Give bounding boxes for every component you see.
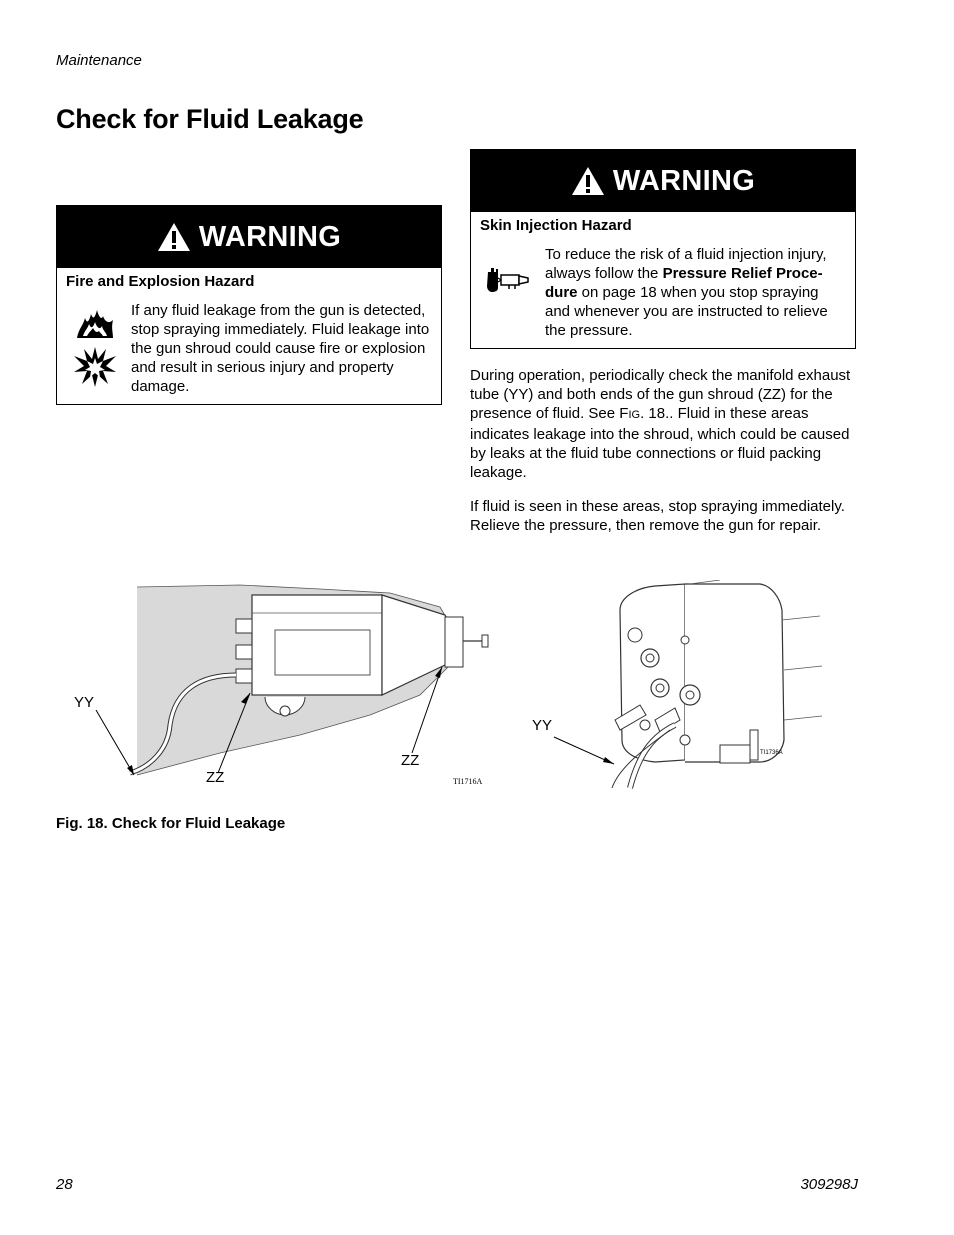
warning-triangle-icon [571, 166, 605, 196]
page-title: Check for Fluid Leakage [56, 104, 364, 134]
figure-id-left: TI1716A [453, 777, 483, 786]
warning-label: WARNING [198, 220, 342, 253]
callout-yy-left: YY [74, 694, 95, 711]
figure-id-right: TI1736A [760, 750, 783, 756]
hazard-text-part: To reduce the risk of a fluid injection injury, always follow the [545, 246, 827, 282]
figure-caption: Fig. 18. Check for Fluid Leakage [56, 815, 286, 832]
body-paragraph-2: If fluid is seen in these areas, stop spraying immediately. Relieve the pressure, then remove the gun for repair. [470, 498, 845, 534]
callout-zz-left: ZZ [206, 769, 225, 786]
callout-line-right [540, 720, 630, 780]
callout-yy-right: YY [532, 717, 553, 734]
page-number: 28 [56, 1176, 73, 1193]
text-span: . 18.. Fluid in these areas indicates leakage into the shroud, which could be caused by leaks at the fluid tube connections or fluid packing leakage. [470, 405, 850, 481]
pressure-relief-link: Pressure Relief Proce- dure [545, 265, 823, 301]
body-paragraph-1 [470, 366, 856, 482]
hazard-text-part: on page 18 when you stop spraying and whenever you are instructed to relieve the pressure. [545, 284, 828, 339]
hazard-title: Fire and Explosion Hazard [66, 273, 255, 290]
warning-triangle-icon [157, 222, 191, 252]
skin-injection-icon [485, 266, 531, 294]
doc-number: 309298J [800, 1176, 858, 1193]
explosion-icon [73, 346, 117, 388]
warning-box-injection [470, 149, 856, 349]
callout-lines-left [60, 575, 510, 800]
text-span: During operation, periodically check the manifold exhaust tube (YY) and both ends of the gun shroud (ZZ) for the presence of fluid. See F [470, 367, 851, 422]
callout-zz-right: ZZ [401, 752, 420, 769]
warning-header [471, 150, 855, 212]
fire-icon [75, 306, 115, 340]
warning-label: WARNING [612, 164, 756, 197]
warning-box-fire [56, 205, 442, 405]
hazard-text [545, 245, 847, 340]
hazard-title: Skin Injection Hazard [480, 217, 632, 234]
section-header: Maintenance [56, 52, 142, 69]
hazard-text: If any fluid leakage from the gun is detected, stop spraying immediately. Fluid leakage into the gun shroud could cause fire or explosion and result in serious injury and property damage. [131, 302, 430, 395]
text-span: IG [628, 409, 641, 421]
warning-header [57, 206, 441, 268]
